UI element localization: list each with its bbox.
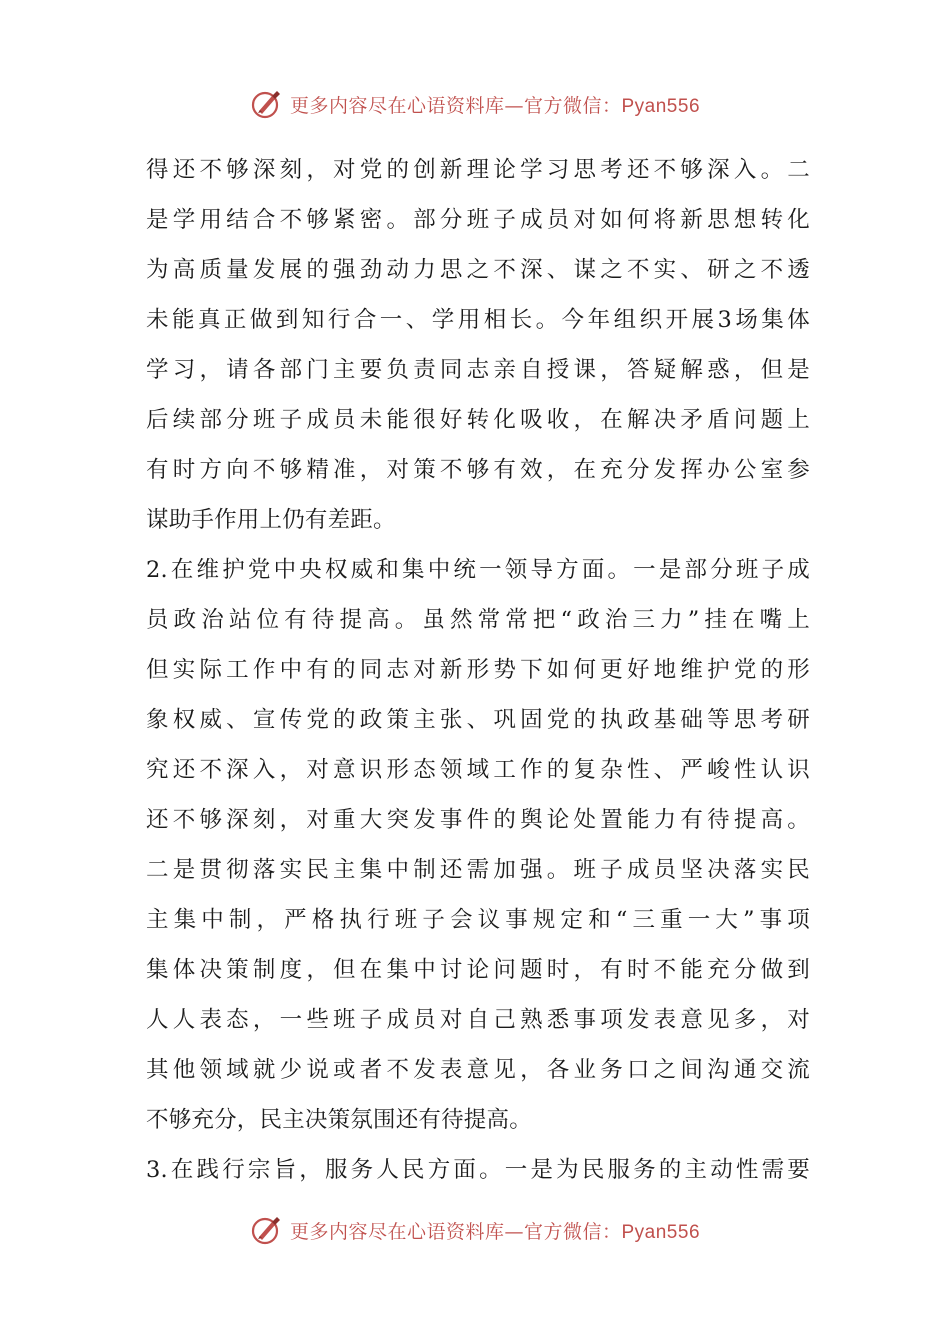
footer-banner xyxy=(0,1210,950,1250)
body-line: 为高质量发展的强劲动力思之不深、谋之不实、研之不透 xyxy=(146,257,810,283)
body-line: 象权威、宣传党的政策主张、巩固党的执政基础等思考研 xyxy=(146,707,810,733)
body-line: 2.在维护党中央权威和集中统一领导方面。一是部分班子成 xyxy=(146,557,810,583)
header-wechat-id: Pyan556 xyxy=(621,95,701,117)
body-line: 但实际工作中有的同志对新形势下如何更好地维护党的形 xyxy=(146,657,810,683)
header-banner xyxy=(0,84,950,124)
body-line: 究还不深入，对意识形态领域工作的复杂性、严峻性认识 xyxy=(146,757,810,783)
body-line: 其他领域就少说或者不发表意见，各业务口之间沟通交流 xyxy=(146,1057,810,1083)
body-line: 集体决策制度，但在集中讨论问题时，有时不能充分做到 xyxy=(146,957,810,983)
body-line: 人人表态，一些班子成员对自己熟悉事项发表意见多，对 xyxy=(146,1007,810,1033)
body-line: 得还不够深刻，对党的创新理论学习思考还不够深入。二 xyxy=(146,157,810,183)
body-line: 3.在践行宗旨，服务人民方面。一是为民服务的主动性需要 xyxy=(146,1157,810,1183)
body-line: 后续部分班子成员未能很好转化吸收，在解决矛盾问题上 xyxy=(146,407,810,433)
body-line: 员政治站位有待提高。虽然常常把“政治三力”挂在嘴上 xyxy=(146,607,810,633)
body-line: 谋助手作用上仍有差距。 xyxy=(146,507,396,533)
body-line: 主集中制，严格执行班子会议事规定和“三重一大”事项 xyxy=(146,907,810,933)
body-line: 二是贯彻落实民主集中制还需加强。班子成员坚决落实民 xyxy=(146,857,810,883)
footer-wechat-id: Pyan556 xyxy=(621,1221,701,1243)
body-line: 不够充分，民主决策氛围还有待提高。 xyxy=(146,1107,532,1133)
body-line: 未能真正做到知行合一、学用相长。今年组织开展3场集体 xyxy=(146,307,810,333)
body-line: 还不够深刻，对重大突发事件的舆论处置能力有待提高。 xyxy=(146,807,810,833)
footer-promo: 更多内容尽在心语资料库—官方微信：Pyan556 xyxy=(289,1220,701,1243)
pen-logo-icon xyxy=(250,1213,284,1247)
header-promo: 更多内容尽在心语资料库—官方微信：Pyan556 xyxy=(289,94,701,117)
document-body xyxy=(146,145,810,1195)
body-line: 是学用结合不够紧密。部分班子成员对如何将新思想转化 xyxy=(146,207,810,233)
body-line: 学习，请各部门主要负责同志亲自授课，答疑解惑，但是 xyxy=(146,357,810,383)
body-line: 有时方向不够精准，对策不够有效，在充分发挥办公室参 xyxy=(146,457,810,483)
pen-logo-icon xyxy=(250,87,284,121)
